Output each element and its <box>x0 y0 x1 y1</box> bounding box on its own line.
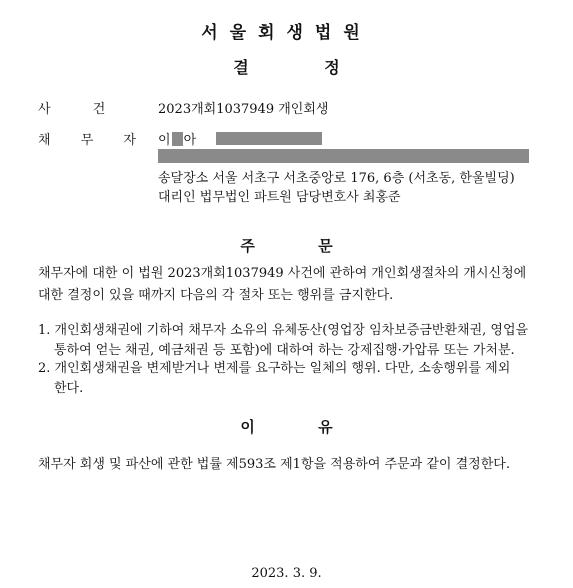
service-address: 송달장소 서울 서초구 서초중앙로 176, 6층 (서초동, 한울빌딩) <box>158 171 515 186</box>
order-item-1-cont: 통하여 얻는 채권, 예금채권 등 포함)에 대하여 하는 강제집행·가압류 또는 가처분. <box>54 343 515 358</box>
order-paragraph <box>38 263 526 307</box>
decision-date: 2023. 3. 9. <box>251 566 322 581</box>
reason-text: 채무자 회생 및 파산에 관한 법률 제593조 제1항을 적용하여 주문과 같이 결정한다. <box>38 457 510 472</box>
debtor-label: 채 무 자 <box>38 133 137 148</box>
debtor-name-last: 아 <box>183 133 197 148</box>
court-name: 서울회생법원 <box>201 23 372 43</box>
order-item-2: 2. 개인회생채권을 변제받거나 변제를 요구하는 일체의 행위. 다만, 소송행위를 제외 <box>38 361 511 376</box>
case-value: 2023개회1037949 개인회생 <box>158 102 329 117</box>
order-item-2-cont: 한다. <box>54 381 84 396</box>
reason-heading: 이 유 <box>240 418 333 436</box>
debtor-name-first: 이 <box>158 133 171 148</box>
debtor-value <box>158 129 322 148</box>
order-item-1: 1. 개인회생채권에 기하여 채무자 소유의 유체동산(영업장 임차보증금반환채권, 영업을 <box>38 323 529 338</box>
case-label: 사 건 <box>38 102 107 117</box>
order-paragraph-line: 대한 결정이 있을 때까지 다음의 각 절차 또는 행위를 금지한다. <box>38 288 394 303</box>
order-paragraph-line: 채무자에 대한 이 법원 2023개회1037949 사건에 관하여 개인회생절차의 개시신청에 <box>38 266 527 281</box>
document-title: 결 정 <box>233 58 340 77</box>
redaction-block <box>216 132 322 145</box>
redaction-block-address <box>158 149 529 163</box>
redaction-block <box>172 132 183 146</box>
legal-agent: 대리인 법무법인 파트원 담당변호사 최홍준 <box>158 190 401 205</box>
order-heading: 주 문 <box>240 237 333 255</box>
